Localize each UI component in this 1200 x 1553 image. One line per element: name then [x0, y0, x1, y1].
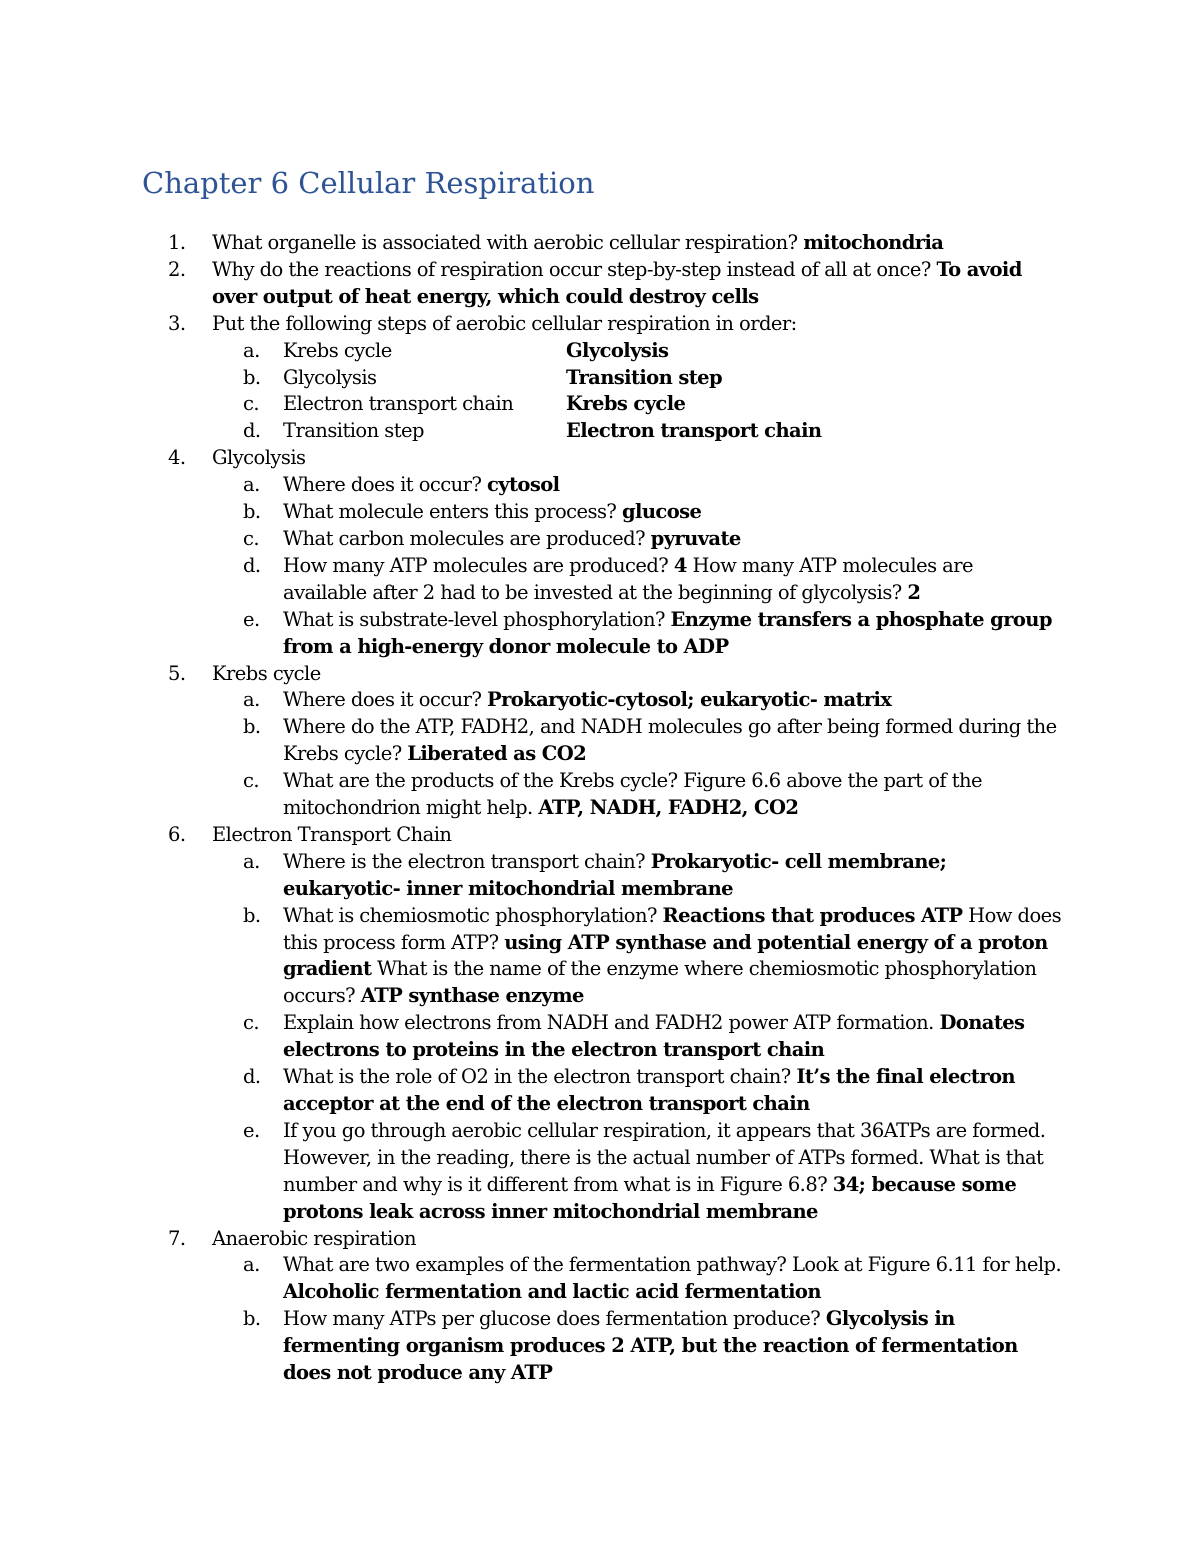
answer-text: Donates electrons to proteins in the electron transport chain: [283, 1011, 1025, 1062]
question-number: 4.: [168, 446, 186, 470]
sub-question-text: What is the name of the enzyme where chemiosmotic phosphorylation occurs?: [283, 957, 1037, 1008]
step-name: Transition step: [283, 419, 424, 443]
answer-text: Glycolysis in fermenting organism produces 2 ATP, but the reaction of fermentation does not produce any ATP: [283, 1307, 1018, 1385]
question-list: [168, 230, 1062, 1387]
sub-question-list: [212, 472, 1062, 660]
answer-text: Alcoholic fermentation and lactic acid fermentation: [283, 1280, 821, 1304]
question-number: 3.: [168, 311, 186, 335]
sub-question-text: Where is the electron transport chain?: [283, 849, 646, 873]
answer-text: Liberated as CO2: [407, 742, 587, 766]
question-text: Anaerobic respiration: [212, 1226, 417, 1250]
answer-text: It’s the final electron acceptor at the end of the electron transport chain: [283, 1065, 1015, 1115]
sub-question: [243, 526, 1062, 553]
sub-question-text: What are two examples of the fermentation pathway? Look at Figure 6.11 for help.: [283, 1253, 1062, 1277]
question-5: [168, 661, 1062, 822]
answer-text: 2: [907, 580, 921, 604]
question-4: [168, 445, 1062, 660]
question-number: 6.: [168, 822, 186, 846]
answer-text: using ATP synthase and potential energy of a proton gradient: [283, 930, 1048, 981]
ordering-row: [243, 365, 1062, 392]
sub-question-text: Where does it occur?: [283, 473, 482, 497]
item-letter: e.: [243, 1118, 260, 1142]
sub-question: [243, 1118, 1062, 1226]
question-number: 2.: [168, 257, 186, 281]
sub-question-list: [212, 687, 1062, 822]
step-name: Glycolysis: [283, 365, 377, 389]
answer-text: glucose: [622, 500, 702, 524]
question-3: [168, 311, 1062, 446]
answer-text: To avoid over output of heat energy, which could destroy cells: [212, 257, 1022, 308]
ordering-row: [243, 418, 1062, 445]
question-text: Why do the reactions of respiration occur step-by-step instead of all at once?: [212, 257, 931, 281]
answer-text: 34; because some protons leak across inner mitochondrial membrane: [283, 1172, 1017, 1223]
sub-question-list: [212, 849, 1062, 1226]
question-1: [168, 230, 1062, 257]
sub-question-text: Where do the ATP, FADH2, and NADH molecules go after being formed during the Krebs cycle?: [283, 715, 1057, 766]
sub-question: [243, 768, 1062, 822]
sub-question-text: Explain how electrons from NADH and FADH2 power ATP formation.: [283, 1011, 934, 1035]
sub-question: [243, 849, 1062, 903]
item-letter: e.: [243, 607, 260, 631]
step-name: Krebs cycle: [283, 338, 392, 362]
page-title: Chapter 6 Cellular Respiration: [142, 166, 595, 200]
sub-question-text: What is substrate-level phosphorylation?: [283, 607, 665, 631]
sub-question-text: If you go through aerobic cellular respiration, it appears that 36ATPs are formed. However, in the reading, there is the actual number of ATPs formed. What is that number and why is it different from what is in Figure 6.8?: [283, 1118, 1046, 1196]
sub-question-text: How many ATP molecules are available after 2 had to be invested at the beginning of glycolysis?: [283, 553, 974, 604]
ordering-row: [243, 338, 1062, 365]
answer-text: pyruvate: [650, 526, 741, 550]
question-number: 1.: [168, 231, 186, 254]
item-letter: b.: [243, 1307, 261, 1331]
question-number: 5.: [168, 661, 186, 685]
answer-text: 4: [673, 553, 687, 577]
sub-question: [243, 607, 1062, 661]
question-text: Electron Transport Chain: [212, 822, 452, 846]
question-text: What organelle is associated with aerobic cellular respiration?: [212, 231, 798, 254]
item-letter: c.: [243, 526, 260, 550]
question-6: [168, 822, 1062, 1226]
sub-question: [243, 553, 1062, 607]
item-letter: d.: [243, 419, 261, 443]
question-text: Krebs cycle: [212, 661, 321, 685]
sub-question: [243, 687, 1062, 714]
sub-question-text: How many ATPs per glucose does fermentation produce?: [283, 1307, 821, 1331]
ordered-answer: Glycolysis: [566, 338, 669, 362]
item-letter: c.: [243, 769, 260, 793]
sub-question: [243, 472, 1062, 499]
item-letter: c.: [243, 392, 260, 416]
answer-text: cytosol: [487, 473, 560, 497]
item-letter: a.: [243, 473, 260, 497]
question-2: [168, 257, 1062, 311]
answer-text: Enzyme transfers a phosphate group from a high-energy donor molecule to ADP: [283, 607, 1052, 658]
sub-question: [243, 1252, 1062, 1306]
item-letter: b.: [243, 500, 261, 524]
sub-question: [243, 714, 1062, 768]
question-text: Put the following steps of aerobic cellular respiration in order:: [212, 311, 797, 335]
item-letter: a.: [243, 1253, 260, 1277]
sub-question-text: How does this process form ATP?: [283, 903, 1062, 954]
answer-text: ATP, NADH, FADH2, CO2: [538, 796, 799, 820]
answer-text: mitochondria: [803, 231, 944, 254]
item-letter: c.: [243, 1011, 260, 1035]
step-name: Electron transport chain: [283, 392, 514, 416]
sub-question-text: Where does it occur?: [283, 688, 482, 712]
item-letter: a.: [243, 688, 260, 712]
item-letter: b.: [243, 903, 261, 927]
ordering-list: [212, 338, 1062, 446]
item-letter: b.: [243, 365, 261, 389]
sub-question-text: What is chemiosmotic phosphorylation?: [283, 903, 657, 927]
item-letter: d.: [243, 553, 261, 577]
item-letter: a.: [243, 338, 260, 362]
sub-question: [243, 1064, 1062, 1118]
sub-question-list: [212, 1252, 1062, 1387]
item-letter: a.: [243, 849, 260, 873]
item-letter: b.: [243, 715, 261, 739]
ordered-answer: Krebs cycle: [566, 392, 686, 416]
sub-question: [243, 903, 1062, 1011]
sub-question: [243, 499, 1062, 526]
question-text: Glycolysis: [212, 446, 306, 470]
sub-question-text: What is the role of O2 in the electron transport chain?: [283, 1065, 791, 1089]
sub-question: [243, 1010, 1062, 1064]
ordered-answer: Electron transport chain: [566, 419, 822, 443]
sub-question-text: What molecule enters this process?: [283, 500, 617, 524]
item-letter: d.: [243, 1065, 261, 1089]
ordered-answer: Transition step: [566, 365, 722, 389]
sub-question-text: How many ATP molecules are produced?: [283, 553, 669, 577]
ordering-row: [243, 391, 1062, 418]
sub-question: [243, 1306, 1062, 1387]
question-number: 7.: [168, 1226, 186, 1250]
question-7: [168, 1226, 1062, 1387]
sub-question-text: What carbon molecules are produced?: [283, 526, 646, 550]
answer-text: Reactions that produces ATP: [662, 903, 963, 927]
sub-question-text: What are the products of the Krebs cycle? Figure 6.6 above the part of the mitochondrion might help.: [283, 769, 982, 820]
answer-text: Prokaryotic- cell membrane; eukaryotic- inner mitochondrial membrane: [283, 849, 947, 900]
answer-text: ATP synthase enzyme: [360, 984, 584, 1008]
answer-text: Prokaryotic-cytosol; eukaryotic- matrix: [487, 688, 892, 712]
